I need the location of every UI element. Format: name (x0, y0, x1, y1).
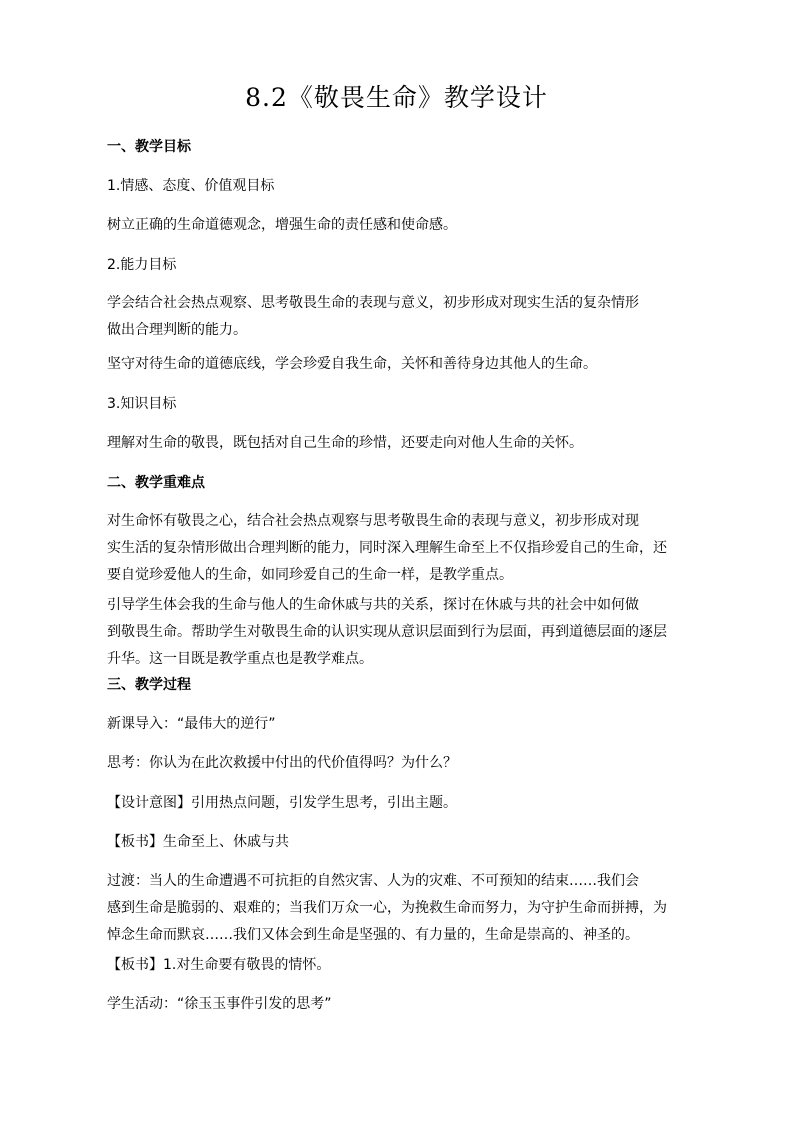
section-heading-process: 三、教学过程 (107, 677, 191, 693)
goal2-text-line: 做出合理判断的能力。 (107, 322, 247, 338)
goal2-text2: 坚守对待生命的道德底线，学会珍爱自我生命，关怀和善待身边其他人的生命。 (107, 356, 597, 372)
goal3-label: 3.知识目标 (107, 396, 177, 412)
document-title: 8.2《敬畏生命》教学设计 (245, 83, 548, 112)
goal1-label: 1.情感、态度、价值观目标 (107, 178, 275, 194)
paragraph-line: 升华。这一目既是教学重点也是教学难点。 (107, 651, 373, 667)
student-activity: 学生活动：“徐玉玉事件引发的思考” (107, 996, 332, 1012)
board-note-2: 【板书】1.对生命要有敬畏的情怀。 (107, 957, 331, 973)
paragraph-line: 感到生命是脆弱的、艰难的；当我们万众一心，为挽救生命而努力，为守护生命而拼搏，为 (107, 900, 667, 916)
transition-paragraph (107, 868, 715, 949)
paragraph-line: 到敬畏生命。帮助学生对敬畏生命的认识实现从意识层面到行为层面，再到道德层面的逐层 (107, 624, 667, 640)
paragraph-line: 实生活的复杂情形做出合理判断的能力，同时深入理解生命至上不仅指珍爱自己的生命，还 (107, 540, 667, 556)
design-intent: 【设计意图】引用热点问题，引发学生思考，引出主题。 (107, 795, 457, 811)
goal3-text: 理解对生命的敬畏，既包括对自己生命的珍惜，还要走向对他人生命的关怀。 (107, 435, 583, 451)
paragraph-line: 引导学生体会我的生命与他人的生命休戚与共的关系，探讨在休戚与共的社会中如何做 (107, 597, 639, 613)
key-points-paragraph-2 (107, 592, 715, 673)
paragraph-line: 过渡：当人的生命遭遇不可抗拒的自然灾害、人为的灾难、不可预知的结束……我们会 (107, 873, 639, 889)
think-question: 思考：你认为在此次救援中付出的代价值得吗？为什么？ (107, 755, 457, 771)
paragraph-line: 要自觉珍爱他人的生命，如同珍爱自己的生命一样，是教学重点。 (107, 567, 513, 583)
section-heading-key-points: 二、教学重难点 (107, 475, 205, 491)
board-note-1: 【板书】生命至上、休戚与共 (107, 834, 289, 850)
goal2-text-line: 学会结合社会热点观察、思考敬畏生命的表现与意义，初步形成对现实生活的复杂情形 (107, 295, 639, 311)
lesson-intro: 新课导入：“最伟大的逆行” (107, 716, 276, 732)
paragraph-line: 对生命怀有敬畏之心，结合社会热点观察与思考敬畏生命的表现与意义，初步形成对现 (107, 513, 639, 529)
key-points-paragraph-1 (107, 508, 715, 589)
goal1-text: 树立正确的生命道德观念，增强生命的责任感和使命感。 (107, 217, 457, 233)
goal2-label: 2.能力目标 (107, 257, 177, 273)
goal2-paragraph (107, 290, 715, 344)
section-heading-goals: 一、教学目标 (107, 139, 191, 155)
paragraph-line: 悼念生命而默哀……我们又体会到生命是坚强的、有力量的，生命是崇高的、神圣的。 (107, 927, 639, 943)
